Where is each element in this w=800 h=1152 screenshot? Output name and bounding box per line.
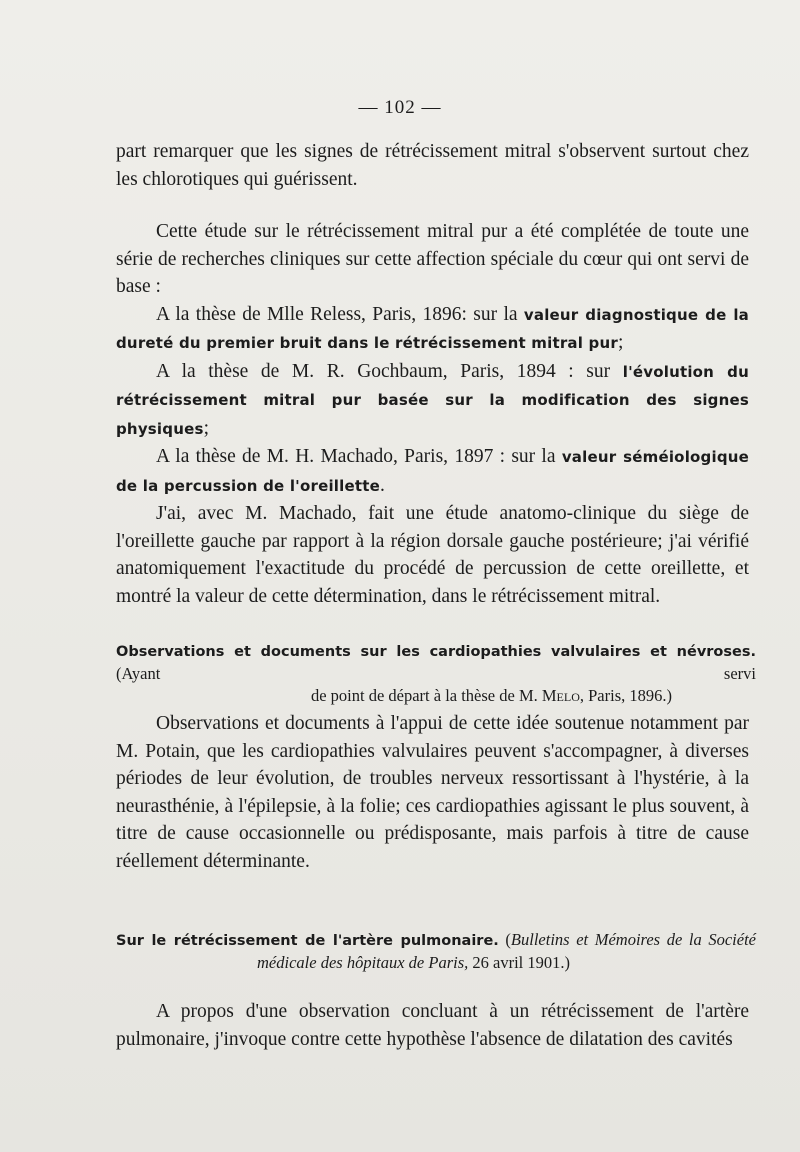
thesis-item-suffix: ; — [617, 332, 624, 353]
thesis-item-prefix: A la thèse de M. H. Machado, Paris, 1897 : sur la — [156, 446, 556, 467]
thesis-item-subject: valeur séméiologique de la percussion de l'oreillette — [116, 448, 750, 495]
section-title: Observations et documents sur les cardiopathies valvulaires et névroses. — [116, 644, 756, 660]
observations-body — [116, 710, 749, 875]
section-reference-line — [116, 952, 756, 974]
section-reference-line: de point de départ à la thèse de M. Melo, Paris, 1896.) — [310, 686, 672, 705]
etude-closing-paragraph: J'ai, avec M. Machado, fait une étude anatomo-clinique du siège de l'oreillette gauche par rapport à la région dorsale gauche postérieure; j'ai vérifié anatomiquement l'exactitude du procédé de percussion de cette oreillette, et montré la valeur de cette détermination, dans le rétrécissement mitral. — [116, 503, 749, 607]
arterie-paragraph: A propos d'une observation concluant à un rétrécissement de l'artère pulmonaire, j'invoque contre cette hypothèse l'absence de dilatation des cavités — [116, 1001, 749, 1050]
observations-paragraph: Observations et documents à l'appui de cette idée soutenue notamment par M. Potain, que les cardiopathies valvulaires peuvent s'accompagner, à diverses périodes de leur évolution, de troubles nerveux ressortissant à l'hystérie, à la neurasthénie, à l'épilepsie, à la folie; ces cardiopathies agissant le plus souvent, à titre de cause occasionnelle ou prédisposante, mais parfois à titre de cause réellement déterminante. — [116, 713, 749, 872]
reference-author: Melo — [541, 686, 580, 705]
etude-paragraph: Cette étude sur le rétrécissement mitral pur a été complétée de toute une série de recherches cliniques sur cette affection spéciale du cœur qui ont servi de base : — [116, 221, 749, 297]
section-title: Sur le rétrécissement de l'artère pulmonaire. — [116, 933, 499, 949]
arterie-body — [116, 998, 749, 1053]
thesis-item-subject: valeur diagnostique de la dureté du premier bruit dans le rétrécissement mitral pur — [116, 305, 750, 352]
thesis-item-suffix: ; — [203, 417, 210, 439]
thesis-item-suffix: . — [379, 474, 385, 496]
intro-text: part remarquer que les signes de rétrécissement mitral s'observent surtout chez les chlorotiques qui guérissent. — [116, 141, 749, 190]
section-reference: (Ayant servi — [116, 664, 756, 683]
thesis-item-prefix: A la thèse de M. R. Gochbaum, Paris, 1894 : sur — [156, 360, 611, 382]
journal-title-cont: médicale des hôpitaux de Paris, — [257, 953, 469, 972]
thesis-item — [116, 443, 749, 500]
thesis-item-prefix: A la thèse de Mlle Reless, Paris, 1896: sur la — [156, 303, 518, 325]
etude-section — [116, 218, 749, 610]
thesis-item-subject: l'évolution du rétrécissement mitral pur basée sur la modification des signes physiques — [116, 362, 749, 438]
thesis-item — [116, 358, 749, 444]
section-heading-arterie: Sur le rétrécissement de l'artère pulmonaire. (Bulletins et Mémoires de la Société médicale des hôpitaux de Paris, 26 avril 1901.) — [116, 930, 756, 972]
thesis-item — [116, 301, 749, 358]
section-heading-observations — [116, 640, 756, 707]
publication-date: 26 avril 1901.) — [468, 953, 570, 972]
intro-paragraph — [116, 138, 749, 193]
journal-title: Bulletins et Mémoires de la Société — [510, 930, 756, 949]
page-number: — 102 — — [358, 97, 442, 118]
